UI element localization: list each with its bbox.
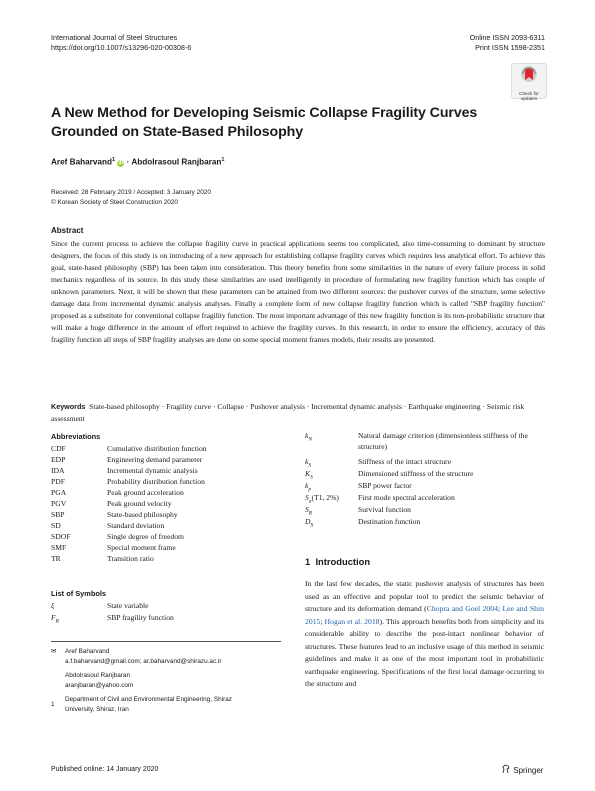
intro-text-part: ; bbox=[497, 604, 503, 613]
symbols-list bbox=[51, 600, 281, 624]
symbol-value: Dimensioned stiffness of the structure bbox=[358, 469, 474, 478]
title-line-2: Grounded on State-Based Philosophy bbox=[51, 124, 303, 140]
citation-link[interactable]: Hogan et al. 2018 bbox=[324, 616, 380, 626]
abbr-value: Cumulative distribution function bbox=[107, 444, 207, 453]
received-accepted: Received: 28 February 2019 / Accepted: 3 January 2020 bbox=[51, 189, 211, 196]
intro-text-part: ). This approach benefits both from simplicity and its considerable ability to describe the post-intact nonlinear behavior of structures. These features lead to an inclusive usage of this method in seismic guidelines and make it as one of the most important tool in probabilistic earthquake engineering. Specifications of the first local damage occurring to the structure and bbox=[305, 616, 544, 688]
abbr-key: PDF bbox=[51, 477, 65, 486]
symbol-key: D bbox=[305, 517, 311, 526]
symbol-value: Natural damage criterion (dimensionless stiffness of the structure) bbox=[358, 431, 528, 451]
springer-logo bbox=[501, 764, 543, 775]
abbreviations-list bbox=[51, 443, 281, 568]
symbols-heading: List of Symbols bbox=[51, 589, 107, 598]
envelope-icon: ✉ bbox=[51, 648, 57, 655]
symbol-subscript: R bbox=[55, 618, 60, 625]
symbol-subscript: p bbox=[308, 486, 312, 493]
abstract-text: Since the current process to achieve the collapse fragility curve in practical applications seems too complicated, also time-consuming to dominant by structure designers, the focus of this study is on introducing of a new approach for establishing collapse fragility curves which requires less analytical effort. To achieve this goal, state-based philosophy (SBP) has been taken into consideration. This theory benefits from some similarities in the nature of every failure process in solid mechanics regardless of its source. In this study these similarities are used intelligently in procedure of formulating new fragility function which has couple of unknown parameters. Next, it will be shown that these parameters can be attained from two different sources: the pushover curves of the structure, some selective damage data from incremental dynamic analysis analyses. Finally a complete form of new collapse fragility function which is called "SBP fragility function" proposed as a substitute for conventional collapse fragility function. The most important advantage of this new fragility function is its non-probabilistic structure that will make a huge difference in the amount of effort required to achieve the fragility curves. In this research, in order to ensure the efficiency, accuracy of this fragility function all steps of SBP fragility analyses are done on some special moment frames models, their results are presented. bbox=[51, 239, 545, 344]
abbr-value: Standard deviation bbox=[107, 521, 165, 530]
citation-link[interactable]: Chopra and Goel 2004 bbox=[426, 604, 498, 613]
bookmark-icon bbox=[512, 64, 546, 86]
abbr-key: IDA bbox=[51, 466, 65, 475]
abbr-key: SBP bbox=[51, 510, 65, 519]
orcid-icon[interactable]: iD bbox=[118, 159, 124, 166]
list-item bbox=[51, 498, 172, 509]
publisher-name: Springer bbox=[513, 766, 544, 775]
symbol-subscript: S bbox=[308, 462, 312, 469]
email-2[interactable]: aranjbaran@yahoo.com bbox=[65, 681, 134, 689]
abbr-value: Peak ground velocity bbox=[107, 499, 172, 508]
symbol-key: F bbox=[51, 613, 56, 622]
keywords bbox=[51, 401, 545, 425]
affiliations bbox=[51, 647, 281, 714]
symbol-subscript: S bbox=[310, 522, 314, 529]
symbol-key: K bbox=[305, 469, 311, 478]
symbol-key: ξ bbox=[51, 601, 55, 610]
list-item bbox=[51, 600, 149, 611]
abstract-heading: Abstract bbox=[51, 226, 84, 235]
abbr-key: TR bbox=[51, 554, 61, 563]
issn-print: Print ISSN 1598-2351 bbox=[475, 43, 545, 52]
footnote-divider bbox=[51, 641, 281, 642]
section-number: 1 bbox=[305, 556, 311, 567]
abbr-key: SMF bbox=[51, 543, 67, 552]
journal-name: International Journal of Steel Structures bbox=[51, 33, 178, 42]
symbol-key: k bbox=[305, 457, 309, 466]
list-item bbox=[305, 456, 545, 467]
badge-line1: Check for bbox=[519, 91, 539, 96]
copyright: © Korean Society of Steel Construction 2020 bbox=[51, 198, 178, 206]
list-item bbox=[305, 480, 545, 491]
symbol-subscript: N bbox=[308, 436, 313, 443]
abbr-key: EDP bbox=[51, 455, 66, 464]
department-line-1: Department of Civil and Environmental Engineering, Shiraz bbox=[65, 696, 232, 703]
department-line-2: University, Shiraz, Iran bbox=[65, 705, 129, 713]
list-item bbox=[51, 553, 154, 564]
abbr-value: Special moment frame bbox=[107, 543, 176, 552]
author-list bbox=[51, 157, 224, 167]
symbol-subscript: R bbox=[308, 510, 313, 517]
symbol-value: Destination function bbox=[358, 517, 421, 526]
symbol-value: First mode spectral acceleration bbox=[358, 493, 455, 502]
symbol-key: S bbox=[305, 505, 309, 514]
symbol-subscript: a bbox=[308, 498, 312, 505]
list-item bbox=[305, 516, 545, 527]
badge-line2: updates bbox=[520, 96, 538, 101]
abbr-key: SDOF bbox=[51, 532, 71, 541]
abbr-key: SD bbox=[51, 521, 61, 530]
introduction-text bbox=[305, 578, 544, 691]
abbr-key: CDF bbox=[51, 444, 66, 453]
corresponding-name-1: Aref Baharvand bbox=[65, 648, 110, 655]
intro-text-part: In the last few decades, the static pushover analysis of structures has been used as an effective and popular tool to predict the seismic behavior of structure and its deformation demand ( bbox=[305, 579, 544, 613]
list-item bbox=[51, 487, 184, 498]
springer-horse-icon bbox=[501, 764, 511, 774]
symbol-key: S bbox=[305, 493, 309, 502]
list-item bbox=[51, 454, 202, 465]
issn-online: Online ISSN 2093-6311 bbox=[469, 33, 545, 42]
abbr-key: PGA bbox=[51, 488, 67, 497]
list-item bbox=[51, 443, 207, 454]
check-for-updates-badge[interactable] bbox=[511, 63, 547, 99]
abbr-value: Engineering demand parameter bbox=[107, 455, 203, 464]
list-item bbox=[305, 430, 545, 452]
abbr-value: Probability distribution function bbox=[107, 477, 205, 486]
symbol-value: SBP fragility function bbox=[107, 613, 174, 622]
list-item bbox=[305, 468, 545, 479]
symbols-list-continued bbox=[305, 430, 545, 535]
symbol-argument: (T1, 2%) bbox=[311, 493, 339, 502]
doi-link[interactable]: https://doi.org/10.1007/s13296-020-00308-6 bbox=[51, 43, 192, 52]
list-item bbox=[51, 612, 174, 628]
abbr-value: Transition ratio bbox=[107, 554, 154, 563]
abbr-value: Single degree of freedom bbox=[107, 532, 184, 541]
published-online: Published online: 14 January 2020 bbox=[51, 766, 159, 773]
abbreviations-heading: Abbreviations bbox=[51, 432, 101, 441]
title-line-1: A New Method for Developing Seismic Collapse Fragility Curves bbox=[51, 105, 478, 121]
symbol-subscript: S bbox=[310, 474, 313, 481]
list-item bbox=[305, 504, 545, 515]
keywords-label: Keywords bbox=[51, 402, 86, 411]
author-separator: · bbox=[126, 157, 130, 167]
corresponding-name-2: Abdolrasoul Ranjbaran bbox=[65, 672, 131, 679]
section-title: Introduction bbox=[315, 556, 371, 567]
symbol-value: Survival function bbox=[358, 505, 411, 514]
paper-title bbox=[51, 104, 491, 142]
author-2[interactable]: Abdolrasoul Ranjbaran bbox=[131, 157, 222, 167]
abbr-key: PGV bbox=[51, 499, 67, 508]
abbr-value: State-based philosophy bbox=[107, 510, 178, 519]
list-item bbox=[51, 509, 178, 520]
author-2-affiliation: 1 bbox=[221, 157, 225, 163]
keywords-text: State-based philosophy · Fragility curve · Collapse · Pushover analysis · Incremental dynamic analysis · Earthquake engineering · Seismic risk assessment bbox=[51, 402, 525, 423]
list-item bbox=[305, 492, 545, 503]
abbr-value: Peak ground acceleration bbox=[107, 488, 184, 497]
citation-link[interactable]: Lee and Shin 2015 bbox=[305, 604, 544, 626]
author-1-affiliation: 1 bbox=[111, 157, 116, 163]
list-item bbox=[51, 476, 205, 487]
list-item bbox=[51, 520, 164, 531]
symbol-key: k bbox=[305, 431, 309, 440]
symbol-value: Stiffness of the intact structure bbox=[358, 457, 452, 466]
list-item bbox=[51, 542, 176, 553]
symbol-key: k bbox=[305, 481, 309, 490]
email-1[interactable]: a.f.baharvand@gmail.com; ar.baharvand@shirazu.ac.ir bbox=[65, 657, 222, 665]
abbr-value: Incremental dynamic analysis bbox=[107, 466, 198, 475]
section-heading-introduction bbox=[305, 556, 370, 567]
symbol-value: State variable bbox=[107, 601, 149, 610]
affiliation-number: 1 bbox=[51, 701, 55, 708]
article-history bbox=[51, 188, 211, 207]
list-item bbox=[51, 531, 184, 542]
author-1[interactable]: Aref Baharvand bbox=[51, 157, 112, 167]
symbol-value: SBP power factor bbox=[358, 481, 412, 490]
list-item bbox=[51, 465, 198, 476]
intro-text-part: ; bbox=[320, 616, 325, 626]
